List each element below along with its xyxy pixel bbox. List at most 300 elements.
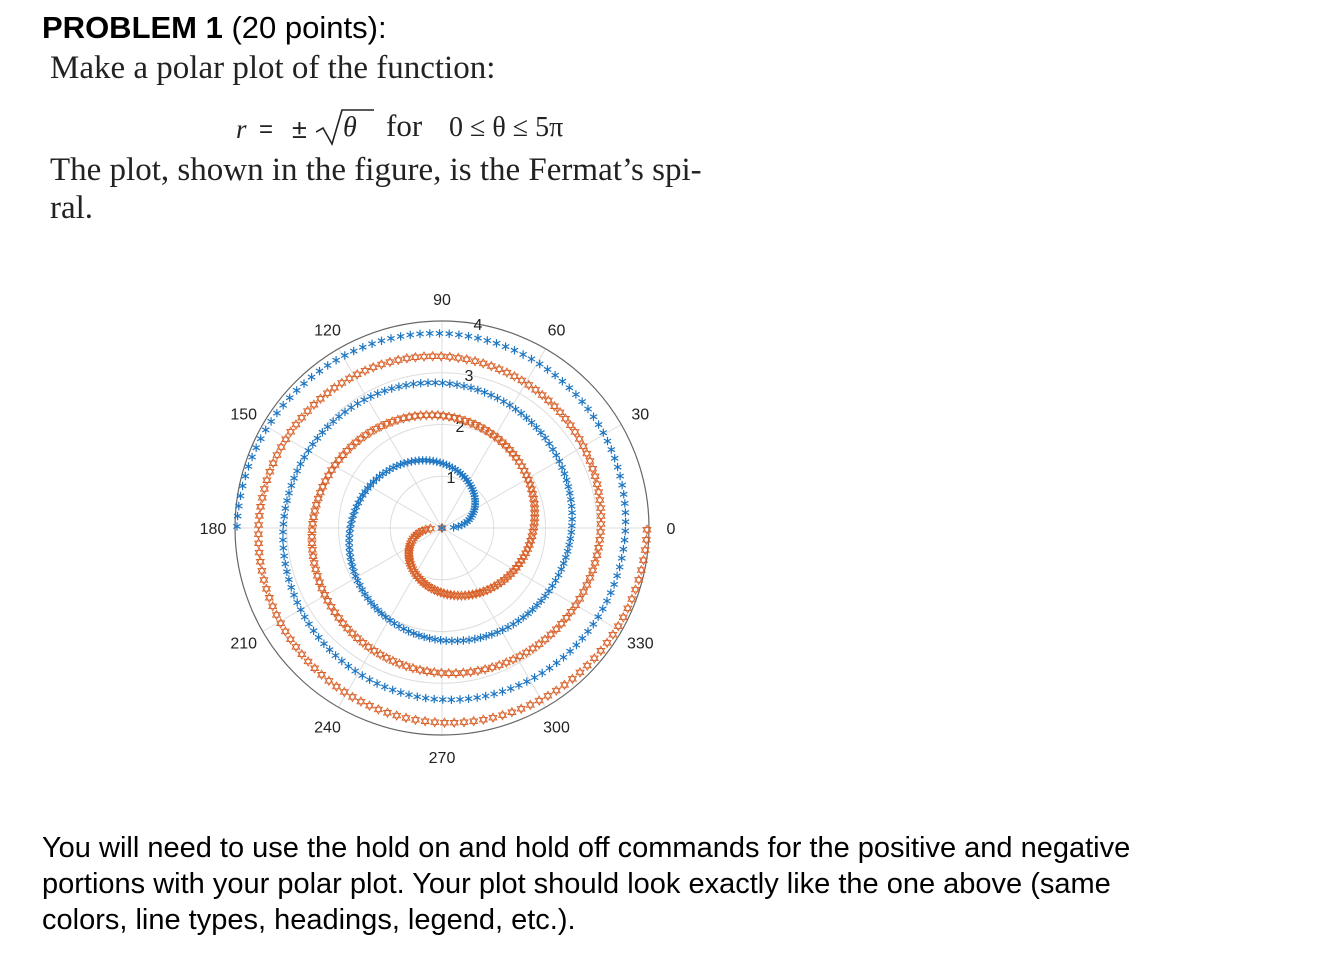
- positive-series-point: [308, 373, 315, 381]
- negative-series-point: [523, 648, 531, 657]
- positive-series-point: [622, 508, 629, 516]
- problem-heading: [42, 10, 387, 46]
- positive-series-point: [482, 692, 489, 700]
- negative-series-point: [298, 413, 306, 422]
- negative-series-point: [269, 602, 277, 611]
- negative-series-point: [255, 530, 263, 539]
- theta-tick-label: 240: [314, 719, 341, 737]
- negative-series-point: [463, 355, 471, 364]
- negative-series-point: [263, 476, 271, 485]
- negative-series-point: [552, 686, 560, 695]
- positive-series-point: [488, 391, 495, 399]
- positive-series-point: [410, 380, 417, 388]
- positive-series-point: [249, 453, 256, 461]
- positive-series-point: [515, 617, 522, 625]
- positive-series-point: [567, 495, 574, 503]
- positive-series-point: [573, 641, 580, 649]
- positive-series-point: [539, 669, 546, 677]
- positive-series-point: [465, 332, 472, 340]
- negative-series-point: [445, 669, 453, 678]
- positive-series-point: [484, 336, 491, 344]
- theta-tick-label: 270: [428, 750, 456, 767]
- theta-tick-label: 210: [230, 635, 258, 653]
- positive-series-point: [599, 605, 606, 613]
- positive-series-point: [474, 334, 481, 342]
- negative-series-point: [517, 704, 525, 713]
- positive-series-point: [446, 380, 453, 388]
- positive-series-point: [546, 439, 553, 447]
- positive-series-point: [301, 453, 308, 461]
- positive-series-point: [454, 637, 461, 645]
- negative-series-point: [643, 525, 651, 534]
- negative-series-point: [431, 718, 439, 727]
- positive-series-point: [579, 634, 586, 642]
- negative-series-point: [349, 693, 357, 702]
- negative-series-point: [603, 638, 611, 647]
- negative-series-point: [292, 643, 300, 652]
- negative-series-point: [394, 356, 402, 365]
- negative-series-point: [535, 696, 543, 705]
- positive-series-point: [446, 330, 453, 338]
- polar-plot: [190, 285, 690, 775]
- positive-series-point: [305, 620, 312, 628]
- negative-series-point: [261, 485, 269, 494]
- negative-series-point: [287, 427, 295, 436]
- negative-series-point: [518, 376, 526, 385]
- positive-series-point: [309, 440, 316, 448]
- negative-series-point: [258, 566, 266, 575]
- negative-series-point: [277, 443, 285, 452]
- positive-series-point: [426, 329, 433, 337]
- positive-series-point: [528, 355, 535, 363]
- positive-series-point: [481, 388, 488, 396]
- problem-title: PROBLEM 1: [42, 10, 223, 45]
- formula-r: r: [236, 114, 247, 144]
- positive-series-point: [549, 445, 556, 453]
- positive-series-point: [368, 340, 375, 348]
- positive-series-point: [552, 371, 559, 379]
- positive-series-point: [618, 554, 625, 562]
- positive-series-point: [422, 694, 429, 702]
- positive-series-point: [320, 640, 327, 648]
- positive-series-point: [403, 381, 410, 389]
- negative-series-point: [265, 593, 273, 602]
- negative-series-point: [595, 488, 603, 497]
- negative-series-point: [619, 613, 627, 622]
- positive-series-point: [455, 331, 462, 339]
- positive-series-point: [283, 568, 290, 576]
- positive-series-point: [568, 502, 575, 510]
- negative-series-point: [511, 372, 519, 381]
- negative-series-point: [556, 408, 564, 417]
- positive-series-point: [374, 389, 381, 397]
- positive-series-point: [350, 347, 357, 355]
- positive-series-point: [500, 397, 507, 405]
- positive-series-point: [474, 386, 481, 394]
- negative-series-point: [256, 511, 264, 520]
- positive-series-point: [391, 619, 398, 627]
- footer-instructions: [42, 830, 1292, 938]
- positive-series-point: [285, 575, 292, 583]
- positive-series-point: [572, 390, 579, 398]
- positive-series-point: [268, 417, 275, 425]
- negative-series-point: [474, 666, 482, 675]
- negative-series-point: [389, 656, 397, 665]
- negative-series-point: [298, 650, 306, 659]
- positive-series-point: [553, 659, 560, 667]
- positive-series-point: [381, 683, 388, 691]
- positive-series-point: [297, 606, 304, 614]
- negative-series-point: [263, 584, 271, 593]
- positive-series-point: [565, 482, 572, 490]
- positive-series-point: [389, 686, 396, 694]
- positive-series-point: [424, 379, 431, 387]
- positive-series-point: [566, 489, 573, 497]
- positive-series-point: [373, 679, 380, 687]
- positive-series-point: [405, 691, 412, 699]
- positive-series-point: [603, 597, 610, 605]
- positive-series-point: [499, 626, 506, 634]
- positive-series-point: [359, 671, 366, 679]
- negative-series-point: [516, 652, 524, 661]
- positive-series-point: [439, 379, 446, 387]
- positive-series-point: [332, 651, 339, 659]
- negative-series-point: [287, 635, 295, 644]
- positive-series-point: [614, 572, 621, 580]
- negative-series-point: [499, 711, 507, 720]
- positive-series-point: [600, 429, 607, 437]
- negative-series-point: [495, 365, 503, 374]
- negative-series-point: [421, 717, 429, 726]
- positive-series-point: [324, 361, 331, 369]
- negative-series-point: [383, 653, 391, 662]
- positive-series-point: [293, 386, 300, 394]
- positive-series-point: [400, 625, 407, 633]
- positive-series-point: [544, 365, 551, 373]
- r-tick-label: 2: [455, 419, 465, 437]
- negative-series-point: [503, 368, 511, 377]
- positive-series-point: [474, 693, 481, 701]
- positive-series-point: [510, 620, 517, 628]
- positive-series-point: [607, 589, 614, 597]
- positive-series-point: [448, 637, 455, 645]
- negative-series-point: [471, 357, 479, 366]
- negative-series-point: [409, 664, 417, 673]
- negative-series-point: [273, 610, 281, 619]
- positive-series-point: [338, 657, 345, 665]
- positive-series-point: [617, 472, 624, 480]
- negative-series-point: [403, 354, 411, 363]
- negative-series-point: [571, 428, 579, 437]
- positive-series-point: [395, 383, 402, 391]
- problem-points: (20 points):: [231, 10, 387, 45]
- positive-series-point: [546, 664, 553, 672]
- positive-series-point: [515, 681, 522, 689]
- positive-series-point: [387, 334, 394, 342]
- negative-series-point: [597, 646, 605, 655]
- footer-line-2: portions with your polar plot. Your plot should look exactly like the one above (same: [42, 868, 1111, 900]
- negative-series-point: [331, 383, 339, 392]
- positive-series-point: [621, 536, 628, 544]
- negative-series-point: [508, 708, 516, 717]
- positive-series-point: [280, 401, 287, 409]
- positive-series-point: [584, 627, 591, 635]
- negative-series-point: [402, 713, 410, 722]
- positive-series-point: [294, 467, 301, 475]
- negative-series-point: [567, 421, 575, 430]
- positive-series-point: [326, 646, 333, 654]
- negative-series-point: [325, 676, 333, 685]
- positive-series-point: [301, 613, 308, 621]
- negative-series-point: [487, 362, 495, 371]
- negative-series-point: [569, 674, 577, 683]
- negative-series-point: [255, 548, 263, 557]
- positive-series-point: [584, 405, 591, 413]
- negative-series-point: [561, 680, 569, 689]
- positive-series-point: [608, 445, 615, 453]
- negative-series-point: [583, 661, 591, 670]
- positive-series-point: [388, 384, 395, 392]
- positive-series-point: [494, 394, 501, 402]
- negative-series-point: [470, 717, 478, 726]
- negative-series-point: [437, 352, 445, 361]
- positive-series-point: [537, 429, 544, 437]
- positive-series-point: [595, 420, 602, 428]
- negative-series-point: [420, 352, 428, 361]
- positive-series-point: [417, 379, 424, 387]
- positive-series-point: [316, 367, 323, 375]
- positive-series-point: [564, 547, 571, 555]
- positive-series-point: [288, 583, 295, 591]
- positive-series-point: [282, 560, 289, 568]
- positive-series-point: [620, 545, 627, 553]
- theta-tick-label: 30: [631, 406, 650, 424]
- positive-series-point: [397, 332, 404, 340]
- positive-series-point: [297, 460, 304, 468]
- positive-series-point: [279, 536, 286, 544]
- positive-series-point: [262, 426, 269, 434]
- positive-series-point: [611, 454, 618, 462]
- description-line-2: ral.: [50, 190, 94, 226]
- positive-series-point: [381, 387, 388, 395]
- positive-series-point: [566, 384, 573, 392]
- positive-series-point: [590, 620, 597, 628]
- positive-series-point: [511, 346, 518, 354]
- positive-series-point: [465, 695, 472, 703]
- negative-series-point: [354, 634, 362, 643]
- negative-series-point: [282, 627, 290, 636]
- negative-series-point: [446, 352, 454, 361]
- positive-series-point: [432, 379, 439, 387]
- negative-series-point: [378, 360, 386, 369]
- positive-series-point: [366, 676, 373, 684]
- negative-series-point: [596, 496, 604, 505]
- positive-series-point: [407, 331, 414, 339]
- theta-tick-label: 150: [230, 406, 258, 424]
- footer-line-1: You will need to use the hold on and hold off commands for the positive and negative: [42, 832, 1131, 864]
- negative-series-point: [386, 358, 394, 367]
- positive-series-point: [520, 350, 527, 358]
- negative-series-point: [256, 557, 264, 566]
- positive-series-point: [531, 673, 538, 681]
- negative-series-point: [575, 435, 583, 444]
- negative-series-point: [544, 691, 552, 700]
- theta-tick-label: 90: [433, 292, 451, 309]
- negative-series-point: [460, 718, 468, 727]
- positive-series-point: [279, 528, 286, 536]
- positive-series-point: [566, 541, 573, 549]
- positive-series-point: [533, 423, 540, 431]
- positive-series-point: [359, 343, 366, 351]
- positive-series-point: [453, 381, 460, 389]
- negative-series-point: [590, 654, 598, 663]
- formula-range: 0 ≤ θ ≤ 5π: [449, 112, 564, 143]
- negative-series-point: [423, 667, 431, 676]
- positive-series-point: [502, 342, 509, 350]
- positive-series-point: [448, 696, 455, 704]
- positive-series-point: [590, 413, 597, 421]
- negative-series-point: [489, 713, 497, 722]
- positive-series-point: [416, 330, 423, 338]
- positive-series-point: [233, 522, 240, 530]
- positive-series-point: [253, 444, 260, 452]
- negative-series-point: [597, 527, 605, 536]
- positive-series-point: [560, 653, 567, 661]
- theta-tick-label: 120: [314, 322, 341, 340]
- positive-series-point: [621, 499, 628, 507]
- positive-series-point: [559, 377, 566, 385]
- instruction-text: Make a polar plot of the function:: [50, 50, 496, 86]
- negative-series-point: [593, 480, 601, 489]
- positive-series-point: [414, 693, 421, 701]
- positive-series-point: [611, 580, 618, 588]
- positive-series-point: [300, 379, 307, 387]
- description-line-1: The plot, shown in the figure, is the Fermat’s spi-: [50, 152, 702, 188]
- negative-series-point: [269, 459, 277, 468]
- positive-series-point: [542, 434, 549, 442]
- negative-series-point: [562, 414, 570, 423]
- negative-series-point: [412, 353, 420, 362]
- formula-for: for: [386, 108, 423, 143]
- negative-series-point: [310, 400, 318, 409]
- negative-series-point: [318, 670, 326, 679]
- theta-tick-label: 330: [626, 635, 654, 653]
- positive-series-point: [579, 397, 586, 405]
- positive-series-point: [493, 339, 500, 347]
- theta-tick-label: 180: [199, 521, 227, 538]
- negative-series-point: [481, 665, 489, 674]
- negative-series-point: [255, 539, 263, 548]
- negative-series-point: [260, 575, 268, 584]
- negative-series-point: [375, 705, 383, 714]
- negative-series-point: [266, 467, 274, 476]
- negative-series-point: [353, 370, 361, 379]
- negative-series-point: [454, 353, 462, 362]
- negative-series-point: [366, 701, 374, 710]
- negative-series-point: [416, 665, 424, 674]
- positive-series-point: [439, 695, 446, 703]
- negative-series-point: [429, 352, 437, 361]
- negative-series-point: [597, 504, 605, 513]
- positive-series-point: [507, 684, 514, 692]
- positive-series-point: [257, 435, 264, 443]
- negative-series-point: [292, 420, 300, 429]
- positive-series-point: [354, 399, 361, 407]
- positive-series-point: [294, 598, 301, 606]
- positive-series-point: [273, 409, 280, 417]
- negative-series-point: [452, 669, 460, 678]
- positive-series-point: [280, 544, 287, 552]
- positive-series-point: [280, 520, 287, 528]
- negative-series-point: [277, 619, 285, 628]
- negative-series-point: [361, 366, 369, 375]
- positive-series-point: [604, 437, 611, 445]
- formula-equals: =: [259, 116, 274, 143]
- negative-series-point: [273, 451, 281, 460]
- positive-series-point: [290, 591, 297, 599]
- negative-series-point: [467, 668, 475, 677]
- positive-series-point: [504, 623, 511, 631]
- negative-series-point: [502, 658, 510, 667]
- positive-series-point: [620, 490, 627, 498]
- positive-series-point: [281, 552, 288, 560]
- negative-series-point: [369, 363, 377, 372]
- r-tick-label: 3: [464, 368, 474, 386]
- positive-series-point: [378, 337, 385, 345]
- negative-series-point: [346, 374, 354, 383]
- negative-series-point: [393, 711, 401, 720]
- negative-series-point: [257, 502, 265, 511]
- positive-series-point: [286, 394, 293, 402]
- positive-series-point: [567, 535, 574, 543]
- positive-series-point: [622, 518, 629, 526]
- positive-series-point: [431, 695, 438, 703]
- negative-series-point: [340, 688, 348, 697]
- negative-series-point: [357, 697, 365, 706]
- negative-series-point: [576, 668, 584, 677]
- positive-series-point: [290, 474, 297, 482]
- negative-series-point: [304, 407, 312, 416]
- theta-tick-label: 60: [547, 322, 566, 340]
- negative-series-point: [480, 715, 488, 724]
- positive-series-point: [506, 401, 513, 409]
- positive-series-point: [456, 695, 463, 703]
- negative-series-point: [624, 604, 632, 613]
- positive-series-point: [397, 688, 404, 696]
- negative-series-point: [526, 700, 534, 709]
- positive-series-point: [619, 481, 626, 489]
- formula-plus-minus: ±: [292, 114, 307, 144]
- negative-series-point: [304, 657, 312, 666]
- r-tick-label: 1: [446, 470, 456, 488]
- positive-series-point: [566, 647, 573, 655]
- theta-tick-label: 300: [543, 719, 570, 737]
- negative-series-point: [479, 359, 487, 368]
- negative-series-point: [412, 715, 420, 724]
- positive-series-point: [315, 633, 322, 641]
- positive-series-point: [333, 356, 340, 364]
- r-tick-label: 4: [473, 317, 483, 335]
- negative-series-point: [338, 379, 346, 388]
- footer-line-3: colors, line types, headings, legend, etc.).: [42, 904, 576, 936]
- negative-series-point: [333, 682, 341, 691]
- negative-series-point: [311, 664, 319, 673]
- positive-series-point: [614, 463, 621, 471]
- positive-series-point: [310, 627, 317, 635]
- negative-series-point: [450, 718, 458, 727]
- positive-series-point: [499, 687, 506, 695]
- formula-theta: θ: [343, 112, 357, 143]
